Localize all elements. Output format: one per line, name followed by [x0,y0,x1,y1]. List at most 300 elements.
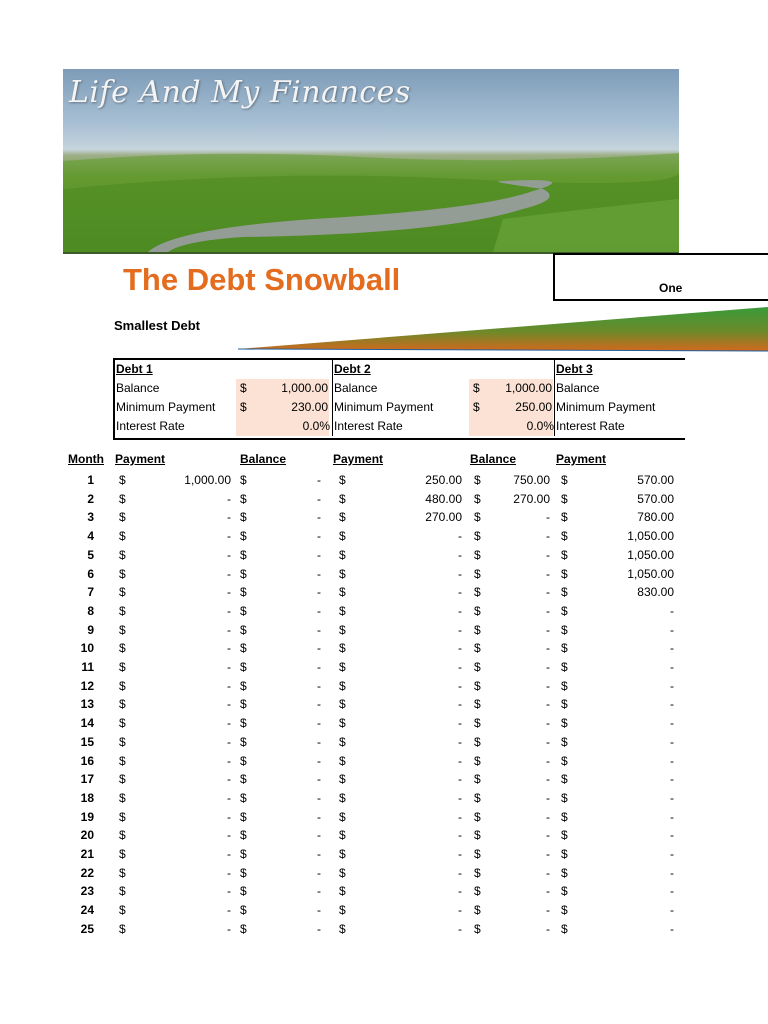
debt1-balance-cell: - [317,809,321,824]
debt3-payment-cell: 1,050.00 [627,566,674,581]
currency-symbol: $ [561,734,568,749]
table-row [0,901,768,920]
debt2-rate-label: Interest Rate [334,419,403,433]
currency-symbol: $ [339,566,346,581]
debt1-rate-label: Interest Rate [116,419,185,433]
currency-symbol: $ [119,772,126,787]
debt1-rate-value[interactable]: 0.0% [302,419,330,433]
currency-symbol: $ [240,660,247,674]
debt1-payment-cell: - [227,734,231,749]
debt2-balance-cell: - [546,734,550,749]
debt1-balance-cell: - [317,828,321,843]
currency-symbol: $ [240,921,247,936]
debt2-balance-cell: - [546,865,550,880]
debt2-payment-cell: - [458,847,462,861]
currency-symbol: $ [561,547,568,562]
currency-symbol: $ [339,716,346,731]
debt1-payment-cell: - [227,772,231,787]
currency-symbol: $ [473,400,480,414]
table-row [0,527,768,546]
debt2-payment-cell: - [458,865,462,880]
table-row [0,882,768,901]
debt1-payment-cell: - [227,566,231,581]
debt1-payment-cell: - [227,921,231,936]
debt1-payment-cell: - [227,660,231,674]
debt2-balance-cell: - [546,903,550,918]
debt2-payment-cell: - [458,547,462,562]
debt1-payment-cell: - [227,603,231,618]
currency-symbol: $ [339,903,346,918]
currency-symbol: $ [119,641,126,656]
currency-symbol: $ [240,734,247,749]
currency-symbol: $ [240,547,247,562]
debt2-payment-header: Payment [333,452,384,466]
month-cell: 15 [80,734,94,749]
debt2-payment-cell: - [458,603,462,618]
debt2-rate-value[interactable]: 0.0% [526,419,554,433]
debt2-balance-cell: - [546,547,550,562]
debt2-payment-cell: - [458,828,462,843]
debt2-balance-cell: - [546,921,550,936]
smallest-debt-label: Smallest Debt [114,318,200,333]
currency-symbol: $ [339,809,346,824]
debt2-balance-cell: - [546,847,550,861]
currency-symbol: $ [561,585,568,600]
debt1-balance-cell: - [317,903,321,918]
currency-symbol: $ [561,809,568,824]
currency-symbol: $ [561,828,568,843]
currency-symbol: $ [240,641,247,656]
debt3-payment-cell: - [670,716,674,731]
debt2-balance-label: Balance [334,381,378,395]
debt2-balance-cell: 750.00 [513,473,550,487]
debt3-payment-cell: - [670,809,674,824]
table-row [0,621,768,640]
currency-symbol: $ [119,790,126,805]
currency-symbol: $ [240,884,247,899]
debt1-balance-cell: - [317,678,321,693]
debt2-payment-cell: - [458,809,462,824]
debt3-payment-cell: 780.00 [637,510,674,525]
currency-symbol: $ [474,491,481,506]
currency-symbol: $ [561,790,568,805]
currency-symbol: $ [474,660,481,674]
debt2-balance-cell: - [546,510,550,525]
month-cell: 10 [80,641,94,656]
month-cell: 2 [87,491,94,506]
currency-symbol: $ [119,547,126,562]
currency-symbol: $ [561,847,568,861]
debt2-payment-cell: - [458,566,462,581]
month-cell: 13 [80,697,94,712]
debt2-payment-cell: - [458,622,462,637]
header-banner-image [63,69,679,254]
debt2-name: Debt 2 [334,362,371,376]
currency-symbol: $ [119,903,126,918]
debt1-balance-cell: - [317,753,321,768]
debt3-payment-cell: - [670,903,674,918]
debt2-payment-cell: - [458,734,462,749]
debt2-payment-cell: - [458,585,462,600]
debt2-payment-cell: - [458,753,462,768]
debt3-payment-cell: - [670,865,674,880]
month-cell: 17 [80,772,94,787]
currency-symbol: $ [240,753,247,768]
currency-symbol: $ [119,809,126,824]
currency-symbol: $ [339,491,346,506]
currency-symbol: $ [561,660,568,674]
currency-symbol: $ [339,510,346,525]
currency-symbol: $ [119,603,126,618]
table-row [0,808,768,827]
debt3-payment-header: Payment [556,452,607,466]
table-row [0,845,768,864]
debt2-payment-cell: - [458,903,462,918]
currency-symbol: $ [240,529,247,544]
debt3-payment-cell: - [670,921,674,936]
currency-symbol: $ [240,510,247,525]
debt3-payment-cell: - [670,753,674,768]
table-row [0,695,768,714]
currency-symbol: $ [119,865,126,880]
debt1-payment-cell: - [227,903,231,918]
debt3-payment-cell: - [670,678,674,693]
month-header: Month [68,452,104,466]
currency-symbol: $ [561,716,568,731]
currency-symbol: $ [119,529,126,544]
currency-symbol: $ [119,566,126,581]
debt3-payment-cell: - [670,772,674,787]
debt1-balance-cell: - [317,510,321,525]
debt1-min-payment-label: Minimum Payment [116,400,216,414]
currency-symbol: $ [474,641,481,656]
currency-symbol: $ [561,921,568,936]
currency-symbol: $ [339,622,346,637]
currency-symbol: $ [474,828,481,843]
table-row [0,583,768,602]
debt3-name: Debt 3 [556,362,593,376]
debt2-balance-cell: - [546,790,550,805]
currency-symbol: $ [474,510,481,525]
debt2-payment-cell: 250.00 [425,473,462,487]
month-cell: 20 [80,828,94,843]
debt2-payment-cell: - [458,716,462,731]
currency-symbol: $ [561,566,568,581]
top-box-label: One [659,281,683,295]
currency-symbol: $ [561,641,568,656]
currency-symbol: $ [561,884,568,899]
currency-symbol: $ [561,678,568,693]
currency-symbol: $ [119,847,126,861]
debt3-payment-cell: - [670,603,674,618]
currency-symbol: $ [561,491,568,506]
debt1-payment-cell: - [227,491,231,506]
column-divider [332,360,333,436]
debt1-payment-cell: - [227,790,231,805]
debt1-balance-cell: - [317,921,321,936]
debt3-payment-cell: - [670,622,674,637]
debt1-payment-header: Payment [115,452,166,466]
debt3-payment-cell: - [670,790,674,805]
currency-symbol: $ [339,734,346,749]
debt2-balance-cell: - [546,529,550,544]
currency-symbol: $ [240,491,247,506]
debt2-balance-cell: - [546,772,550,787]
currency-symbol: $ [240,716,247,731]
page-title: The Debt Snowball [123,262,401,297]
month-cell: 25 [80,921,94,936]
month-cell: 22 [80,865,94,880]
currency-symbol: $ [339,678,346,693]
currency-symbol: $ [119,585,126,600]
debt2-balance-cell: - [546,566,550,581]
debt2-balance-value[interactable]: 1,000.00 [505,381,552,395]
month-cell: 4 [87,529,94,544]
currency-symbol: $ [240,622,247,637]
currency-symbol: $ [339,828,346,843]
debt1-payment-cell: - [227,716,231,731]
debt2-payment-cell: - [458,921,462,936]
currency-symbol: $ [339,603,346,618]
month-cell: 12 [80,678,94,693]
currency-symbol: $ [474,847,481,861]
debt2-balance-cell: - [546,828,550,843]
table-row [0,733,768,752]
debt2-balance-cell: - [546,697,550,712]
currency-symbol: $ [240,790,247,805]
table-row [0,639,768,658]
debt2-payment-cell: - [458,697,462,712]
currency-symbol: $ [119,734,126,749]
debt1-balance-cell: - [317,491,321,506]
currency-symbol: $ [561,753,568,768]
debt1-payment-cell: - [227,510,231,525]
month-cell: 11 [81,660,94,674]
debt2-payment-cell: - [458,884,462,899]
currency-symbol: $ [240,865,247,880]
debt1-payment-cell: - [227,865,231,880]
debt2-min-payment-value[interactable]: 250.00 [515,400,552,414]
debt1-payment-cell: - [227,809,231,824]
debt1-payment-cell: - [227,828,231,843]
month-cell: 9 [87,622,94,637]
currency-symbol: $ [119,622,126,637]
currency-symbol: $ [561,772,568,787]
currency-symbol: $ [474,734,481,749]
currency-symbol: $ [240,603,247,618]
currency-symbol: $ [474,473,481,487]
debt1-name: Debt 1 [116,362,153,376]
currency-symbol: $ [119,660,126,674]
debt1-payment-cell: - [227,847,231,861]
debt3-payment-cell: 830.00 [637,585,674,600]
currency-symbol: $ [561,473,568,487]
currency-symbol: $ [474,566,481,581]
debt1-balance-cell: - [317,697,321,712]
debt1-balance-cell: - [317,847,321,861]
currency-symbol: $ [474,585,481,600]
currency-symbol: $ [339,884,346,899]
table-row [0,789,768,808]
table-row [0,864,768,883]
currency-symbol: $ [240,585,247,600]
currency-symbol: $ [339,547,346,562]
month-cell: 7 [87,585,94,600]
debt-summary-table [113,358,685,440]
currency-symbol: $ [240,828,247,843]
debt1-balance-cell: - [317,772,321,787]
debt1-balance-cell: - [317,529,321,544]
debt1-balance-label: Balance [116,381,160,395]
debt1-balance-cell: - [317,884,321,899]
currency-symbol: $ [119,921,126,936]
currency-symbol: $ [474,772,481,787]
debt3-payment-cell: - [670,884,674,899]
debt3-min-payment-label: Minimum Payment [556,400,656,414]
currency-symbol: $ [474,547,481,562]
currency-symbol: $ [339,529,346,544]
currency-symbol: $ [339,772,346,787]
debt2-payment-cell: 480.00 [425,491,462,506]
table-row [0,602,768,621]
debt1-balance-cell: - [317,790,321,805]
currency-symbol: $ [474,921,481,936]
top-right-box [553,253,768,301]
debt3-payment-cell: - [670,660,674,674]
currency-symbol: $ [240,473,247,487]
debt2-balance-cell: - [546,884,550,899]
table-row [0,471,768,490]
debt1-balance-cell: - [317,585,321,600]
debt1-payment-cell: - [227,529,231,544]
month-cell: 1 [87,473,94,487]
currency-symbol: $ [561,865,568,880]
table-row [0,826,768,845]
currency-symbol: $ [339,921,346,936]
debt2-payment-cell: - [458,678,462,693]
month-cell: 5 [87,547,94,562]
debt2-balance-cell: - [546,678,550,693]
debt1-balance-cell: - [317,641,321,656]
currency-symbol: $ [240,566,247,581]
debt3-payment-cell: - [670,847,674,861]
debt2-balance-header: Balance [470,452,517,466]
table-row [0,714,768,733]
debt3-payment-cell: - [670,641,674,656]
currency-symbol: $ [339,660,346,674]
debt1-balance-header: Balance [240,452,287,466]
debt2-balance-cell: - [546,641,550,656]
currency-symbol: $ [339,865,346,880]
table-row [0,658,768,677]
debt1-balance-cell: - [317,547,321,562]
currency-symbol: $ [561,510,568,525]
currency-symbol: $ [474,603,481,618]
debt2-balance-cell: - [546,809,550,824]
table-row [0,508,768,527]
debt1-balance-cell: - [317,716,321,731]
debt1-min-payment-value[interactable]: 230.00 [291,400,328,414]
debt3-balance-label: Balance [556,381,600,395]
debt1-payment-cell: - [227,697,231,712]
debt3-rate-label: Interest Rate [556,419,625,433]
debt3-payment-cell: - [670,697,674,712]
currency-symbol: $ [119,491,126,506]
debt1-balance-cell: - [317,734,321,749]
currency-symbol: $ [240,809,247,824]
currency-symbol: $ [240,847,247,861]
debt1-balance-value[interactable]: 1,000.00 [281,381,328,395]
currency-symbol: $ [339,641,346,656]
debt2-payment-cell: - [458,641,462,656]
table-row [0,546,768,565]
debt2-balance-cell: 270.00 [513,491,550,506]
month-cell: 18 [80,790,94,805]
debt3-payment-cell: 570.00 [637,491,674,506]
currency-symbol: $ [561,529,568,544]
table-row [0,677,768,696]
currency-symbol: $ [561,903,568,918]
currency-symbol: $ [561,697,568,712]
currency-symbol: $ [119,473,126,487]
currency-symbol: $ [240,400,247,414]
currency-symbol: $ [474,697,481,712]
currency-symbol: $ [119,884,126,899]
debt1-balance-cell: - [317,566,321,581]
table-row [0,752,768,771]
currency-symbol: $ [474,809,481,824]
debt3-payment-cell: - [670,828,674,843]
currency-symbol: $ [474,903,481,918]
month-cell: 19 [80,809,94,824]
debt1-balance-cell: - [317,865,321,880]
currency-symbol: $ [119,753,126,768]
debt3-payment-cell: 570.00 [637,473,674,487]
debt1-payment-cell: - [227,622,231,637]
month-cell: 16 [80,753,94,768]
currency-symbol: $ [240,678,247,693]
debt2-balance-cell: - [546,660,550,674]
currency-symbol: $ [119,678,126,693]
currency-symbol: $ [119,697,126,712]
debt2-payment-cell: - [458,660,462,674]
debt2-payment-cell: - [458,529,462,544]
site-logo-text: Life And My Finances [69,75,411,110]
month-cell: 23 [80,884,94,899]
currency-symbol: $ [474,753,481,768]
debt1-payment-cell: - [227,547,231,562]
debt2-payment-cell: 270.00 [425,510,462,525]
debt2-balance-cell: - [546,753,550,768]
debt1-payment-cell: - [227,753,231,768]
table-row [0,770,768,789]
currency-symbol: $ [119,510,126,525]
debt1-balance-cell: - [317,473,321,487]
currency-symbol: $ [473,381,480,395]
currency-symbol: $ [474,529,481,544]
debt1-payment-cell: - [227,884,231,899]
currency-symbol: $ [474,865,481,880]
currency-symbol: $ [561,603,568,618]
debt2-balance-cell: - [546,716,550,731]
currency-symbol: $ [474,716,481,731]
currency-symbol: $ [240,772,247,787]
month-cell: 21 [80,847,94,861]
month-cell: 24 [80,903,94,918]
debt2-balance-cell: - [546,603,550,618]
month-cell: 6 [87,566,94,581]
debt1-payment-cell: - [227,641,231,656]
